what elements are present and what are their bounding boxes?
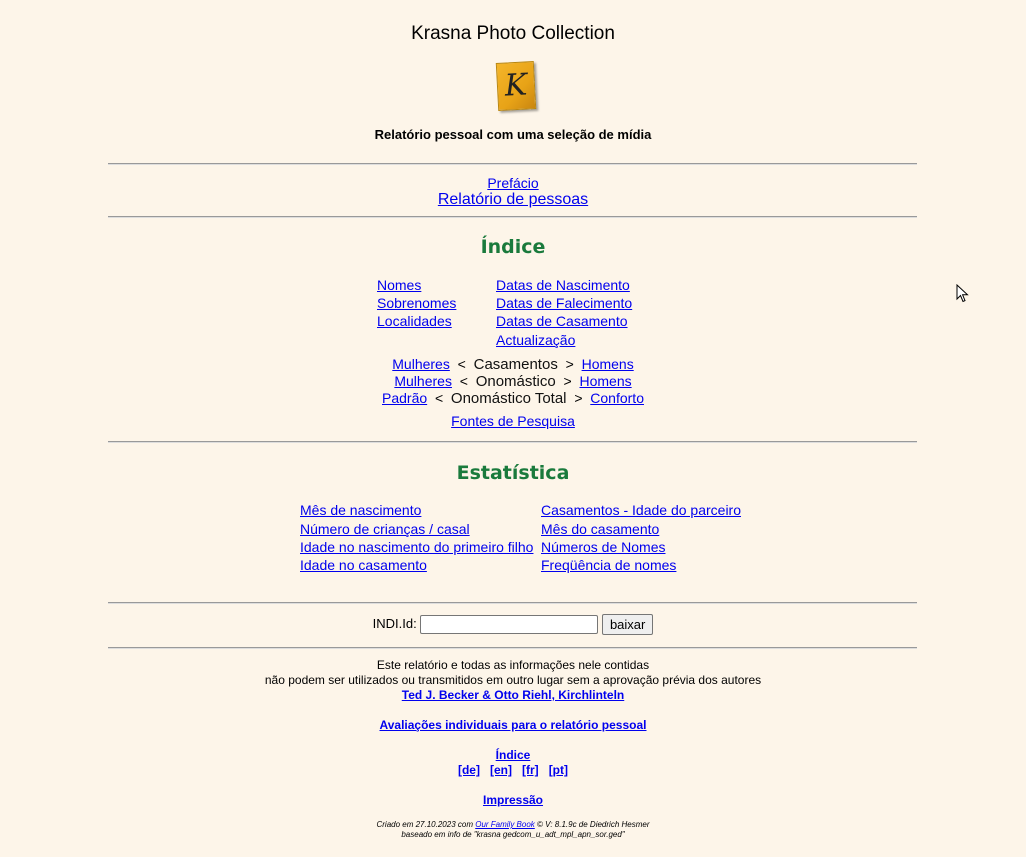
onomastic-label: Onomástico [475,373,556,390]
lang-de-link[interactable]: [de] [457,763,480,777]
research-sources-link[interactable]: Fontes de Pesquisa [451,413,575,429]
onomastic-women-link[interactable]: Mulheres [394,373,452,389]
index-heading: Índice [480,236,546,258]
copyright-line-2: não podem ser utilizados ou transmitidos em outro lugar sem a aprovação prévia dos autores [264,673,762,687]
marriages-row [0,356,1026,373]
lang-en-link[interactable]: [en] [489,763,512,777]
lt-sign: < [434,390,444,406]
lang-fr-link[interactable]: [fr] [522,763,539,777]
divider [108,647,917,649]
onomastic-total-row [0,390,1026,407]
our-family-book-link[interactable]: Our Family Book [475,820,535,829]
age-first-child-link[interactable]: Idade no nascimento do primeiro filho [300,539,534,555]
surnames-link[interactable]: Sobrenomes [377,295,457,311]
death-dates-link[interactable]: Datas de Falecimento [496,295,633,311]
marriages-women-link[interactable]: Mulheres [392,356,450,372]
preface-link[interactable]: Prefácio [487,175,539,191]
marriage-dates-link[interactable]: Datas de Casamento [496,313,628,329]
localities-link[interactable]: Localidades [377,313,452,329]
created-suffix: © V: 8.1.9c de Diedrich Hesmer [537,820,650,829]
created-info [0,820,1026,830]
name-frequency-link[interactable]: Freqüência de nomes [541,557,677,573]
lt-sign: < [457,356,466,372]
divider [108,163,917,165]
created-prefix: Criado em 27.10.2023 com [376,820,473,829]
gt-sign: > [563,373,572,389]
gt-sign: > [565,356,574,372]
marriages-men-link[interactable]: Homens [581,356,634,372]
names-link[interactable]: Nomes [377,277,422,293]
standard-link[interactable]: Padrão [382,390,428,406]
individual-ratings-link[interactable]: Avaliações individuais para o relatório pessoal [379,718,647,732]
footer-index-link[interactable]: Índice [495,748,531,762]
copyright-line-1: Este relatório e todas as informações nele contidas [376,658,650,672]
onomastic-men-link[interactable]: Homens [579,373,632,389]
indi-id-input[interactable] [420,615,598,634]
update-link[interactable]: Actualização [496,332,576,348]
comfort-link[interactable]: Conforto [590,390,644,406]
page-subtitle: Relatório pessoal com uma seleção de mídia [374,127,652,142]
divider [108,441,917,443]
divider [108,602,917,604]
birth-dates-link[interactable]: Datas de Nascimento [496,277,630,293]
onomastic-total-label: Onomástico Total [450,390,567,407]
lt-sign: < [459,373,468,389]
page-title: Krasna Photo Collection [411,23,615,44]
imprint-link[interactable]: Impressão [482,793,544,807]
persons-report-link[interactable]: Relatório de pessoas [437,191,589,208]
based-on-info: baseado em info de "krasna gedcom_u_adt_mpl_apn_sor.ged" [401,830,625,839]
logo-letter: K [503,67,529,104]
age-at-marriage-link[interactable]: Idade no casamento [300,557,427,573]
authors-link[interactable]: Ted J. Becker & Otto Riehl, Kirchlinteln [401,688,625,702]
partner-age-link[interactable]: Casamentos - Idade do parceiro [541,502,741,518]
gt-sign: > [574,390,583,406]
download-button[interactable]: baixar [602,614,653,635]
statistics-heading: Estatística [456,462,570,484]
lang-pt-link[interactable]: [pt] [548,763,569,777]
mouse-cursor-icon [956,284,970,304]
krasna-logo [496,61,536,111]
birth-month-link[interactable]: Mês de nascimento [300,502,422,518]
language-links [0,763,1026,778]
indi-search-form [0,614,1026,635]
marriages-label: Casamentos [473,356,558,373]
name-numbers-link[interactable]: Números de Nomes [541,539,666,555]
divider [108,216,917,218]
indi-id-label: INDI.Id: [372,615,417,631]
children-per-couple-link[interactable]: Número de crianças / casal [300,521,470,537]
marriage-month-link[interactable]: Mês do casamento [541,521,660,537]
onomastic-row [0,373,1026,390]
